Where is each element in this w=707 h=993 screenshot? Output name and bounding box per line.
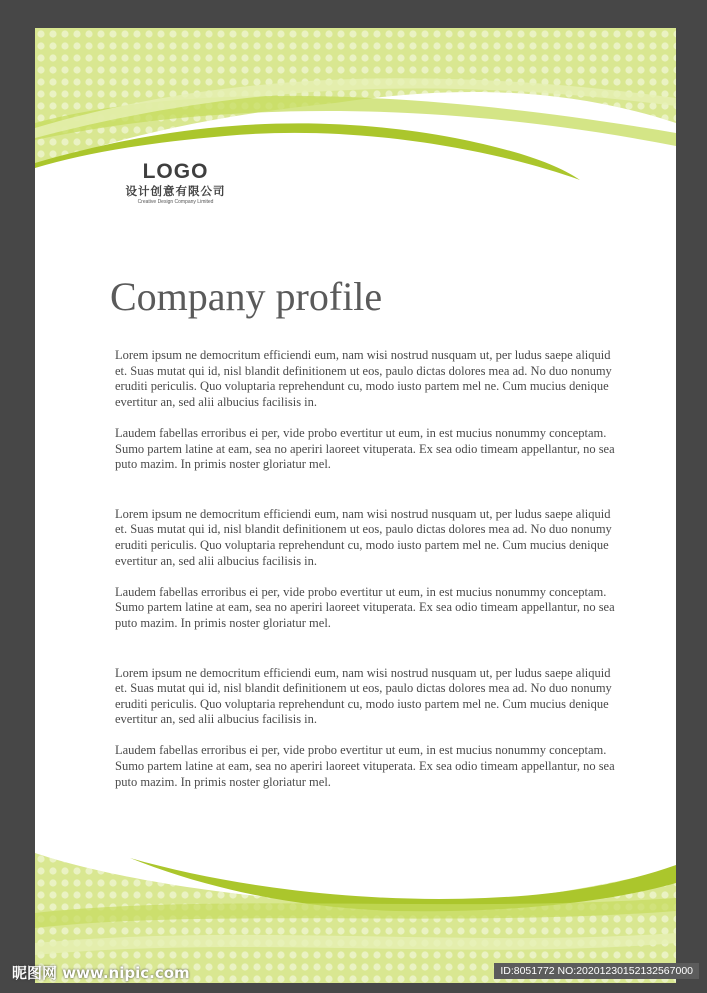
paragraph: Lorem ipsum ne democritum efficiendi eum, nam wisi nostrud nusquam ut, per ludus saepe aliquid et. Suas mutat qui id, nisl blandit definitionem ut eos, paulo dictas dolores mea ad. No duo nonumy eruditi periculis. Quo voluptaria reprehendunt cu, modo iusto partem mel ne. Cum mucius denique evertitur an, sed alii albucius facilisis in. bbox=[115, 665, 612, 727]
logo-company-english: Creative Design Company Limited bbox=[137, 199, 214, 205]
paragraph: Lorem ipsum ne democritum efficiendi eum, nam wisi nostrud nusquam ut, per ludus saepe aliquid et. Suas mutat qui id, nisl blandit definitionem ut eos, paulo dictas dolores mea ad. No duo nonumy eruditi periculis. Quo voluptaria reprehendunt cu, modo iusto partem mel ne. Cum mucius denique evertitur an, sed alii albucius facilisis in. bbox=[115, 506, 612, 568]
body-text bbox=[115, 348, 615, 790]
logo-title: LOGO bbox=[142, 160, 209, 183]
paragraph: Laudem fabellas erroribus ei per, vide probo evertitur ut eum, in est mucius nonummy conceptam. Sumo partem latine at eam, sea no aperiri laoreet vituperata. Ex sea odio timeam appellantur, no sea puto mazim. In primis noster gloriatur mel. bbox=[115, 743, 615, 789]
site-watermark: 昵图网 www.nipic.com bbox=[12, 964, 190, 982]
letterhead-page bbox=[35, 28, 676, 983]
company-logo bbox=[113, 160, 238, 206]
image-id-watermark: ID:8051772 NO:20201230152132567000 bbox=[494, 963, 699, 979]
page-title: Company profile bbox=[110, 274, 383, 319]
paragraph: Lorem ipsum ne democritum efficiendi eum, nam wisi nostrud nusquam ut, per ludus saepe aliquid et. Suas mutat qui id, nisl blandit definitionem ut eos, paulo dictas dolores mea ad. No duo nonumy eruditi periculis. Quo voluptaria reprehendunt cu, modo iusto partem mel ne. Cum mucius denique evertitur an, sed alii albucius facilisis in. bbox=[115, 348, 612, 409]
logo-company-chinese: 设计创意有限公司 bbox=[125, 184, 226, 198]
paragraph: Laudem fabellas erroribus ei per, vide probo evertitur ut eum, in est mucius nonummy conceptam. Sumo partem latine at eam, sea no aperiri laoreet vituperata. Ex sea odio timeam appellantur, no sea puto mazim. In primis noster gloriatur mel. bbox=[115, 584, 615, 630]
paragraph: Laudem fabellas erroribus ei per, vide probo evertitur ut eum, in est mucius nonummy conceptam. Sumo partem latine at eam, sea no aperiri laoreet vituperata. Ex sea odio timeam appellantur, no sea puto mazim. In primis noster gloriatur mel. bbox=[115, 425, 615, 472]
